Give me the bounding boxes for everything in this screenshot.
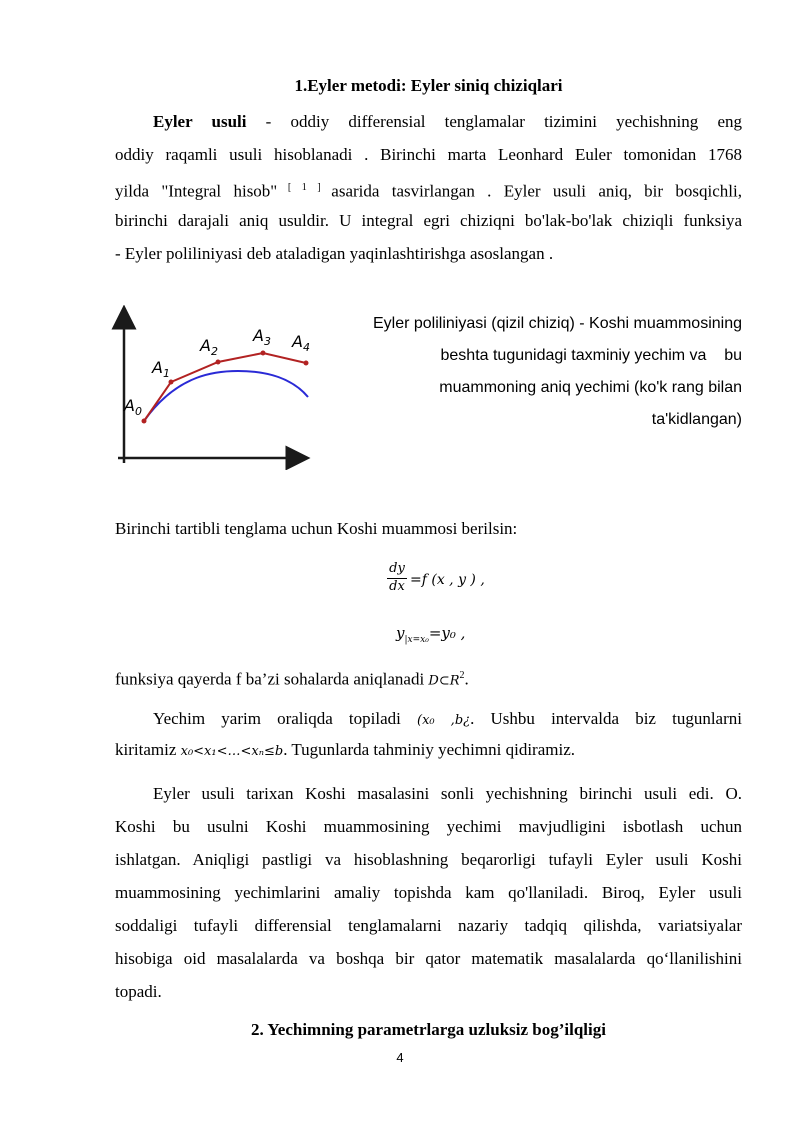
paragraph-2-line-7: topadi. [115, 982, 162, 1001]
derivative-fraction [386, 561, 410, 599]
fraction-numerator: dy [389, 561, 405, 576]
domain-line-text: funksiya qayerda f ba’zi sohalarda aniqlanadi [115, 669, 429, 689]
label-a3: $A_3$ [253, 326, 271, 348]
node-a1 [169, 380, 174, 385]
domain-math: D⊂R [428, 673, 460, 689]
label-a1: $A_1$ [152, 358, 170, 380]
node-a0 [142, 419, 147, 424]
solution-line-a: Yechim yarim oraliqda topiladi [153, 709, 418, 728]
paragraph-2-line-6: hisobiga oid masalalarda va boshqa bir qator matematik masalalarda qo‘llanilishini [115, 949, 742, 968]
euler-polyline [144, 353, 306, 421]
domain-sup: 2 [459, 670, 465, 681]
nodes-line [115, 740, 575, 762]
paragraph-2-line-4: muammosining yechimlarini amaliy topishda kam qo'llaniladi. Biroq, Eyler usuli [115, 883, 742, 902]
paragraph-2-line-1: Eyler usuli tarixan Koshi masalasini sonli yechishning birinchi usuli edi. O. [153, 784, 742, 803]
intro-line-2: oddiy raqamli usuli hisoblanadi . Birinchi marta Leonhard Euler tomonidan 1768 [115, 145, 742, 164]
node-a4 [304, 361, 309, 366]
paragraph-2-line-5: soddaligi tufayli differensial tenglamalarni nazariy tadqiq qilishda, variatsiyalar [115, 916, 742, 935]
intro-line-3a: yilda "Integral hisob" [115, 181, 278, 201]
intro-line-3b: asarida tasvirlangan . Eyler usuli aniq, bir bosqichli, [331, 181, 742, 201]
page-number: 4 [396, 1050, 404, 1065]
intro-line-3 [115, 178, 742, 202]
solution-line [153, 709, 742, 731]
domain-end: . [464, 669, 469, 689]
intro-line-4: birinchi darajali aniq usuldir. U integral egri chiziqni bo'lak-bo'lak chiziqli funksiya [115, 211, 742, 230]
intro-line-5: - Eyler poliliniyasi deb ataladigan yaqinlashtirishga asoslangan . [115, 244, 554, 263]
node-a3 [261, 351, 266, 356]
reference-mark[interactable]: [ 1 ] [277, 182, 332, 193]
intro-line-1 [153, 112, 742, 132]
section-heading-2: 2. Yechimning parametrlarga uzluksiz bog’ilqligi [251, 1020, 606, 1039]
solution-interval: (x₀ ,b¿ [417, 713, 471, 728]
intro-line-1-text: - oddiy differensial tenglamalar tizimini yechishning eng [246, 112, 742, 131]
fraction-denominator: dx [389, 579, 405, 594]
figure-caption-line-1: Eyler poliliniyasi (qizil chiziq) - Koshi muammosining [372, 315, 742, 332]
figure-caption-line-3: muammoning aniq yechimi (ko'k rang bilan [439, 379, 742, 396]
equation-2-rhs: =y₀ , [428, 624, 466, 642]
term-eyler-usuli: Eyler usuli [153, 112, 247, 131]
figure-caption-line-2: beshta tugunidagi taxminiy yechim va bu [440, 347, 742, 364]
domain-line [115, 666, 469, 692]
solution-line-b: . Ushbu intervalda biz tugunlarni [470, 709, 742, 728]
cauchy-intro: Birinchi tartibli tenglama uchun Koshi muammosi berilsin: [115, 519, 518, 538]
paragraph-2-line-3: ishlatgan. Aniqligi pastligi va hisoblashning beqarorligi tufayli Eyler usuli Koshi [115, 850, 742, 869]
paragraph-2-line-2: Koshi bu usulni Koshi muammosining yechimi mavjudligini isbotlash uchun [115, 817, 742, 836]
equation-2-sub: |x=x₀ [404, 635, 429, 645]
equation-1-rhs: =f (x , y ) , [410, 572, 485, 588]
label-a4: $A_4$ [292, 332, 310, 354]
equation-2-lhs: y [396, 624, 405, 642]
nodes-line-b: . Tugunlarda tahminiy yechimni qidiramiz. [283, 740, 576, 759]
nodes-math: x₀<x₁<…<xₙ≤b [180, 744, 284, 759]
section-heading-1: 1.Eyler metodi: Eyler siniq chiziqlari [294, 76, 563, 95]
label-a2: $A_2$ [200, 336, 218, 358]
euler-polyline-figure [108, 305, 320, 470]
node-a2 [216, 360, 221, 365]
equation-2 [396, 624, 465, 645]
figure-caption-line-4: ta'kidlangan) [651, 411, 742, 428]
nodes-line-a: kiritamiz [115, 740, 181, 759]
label-a0: $A_0$ [124, 396, 142, 418]
